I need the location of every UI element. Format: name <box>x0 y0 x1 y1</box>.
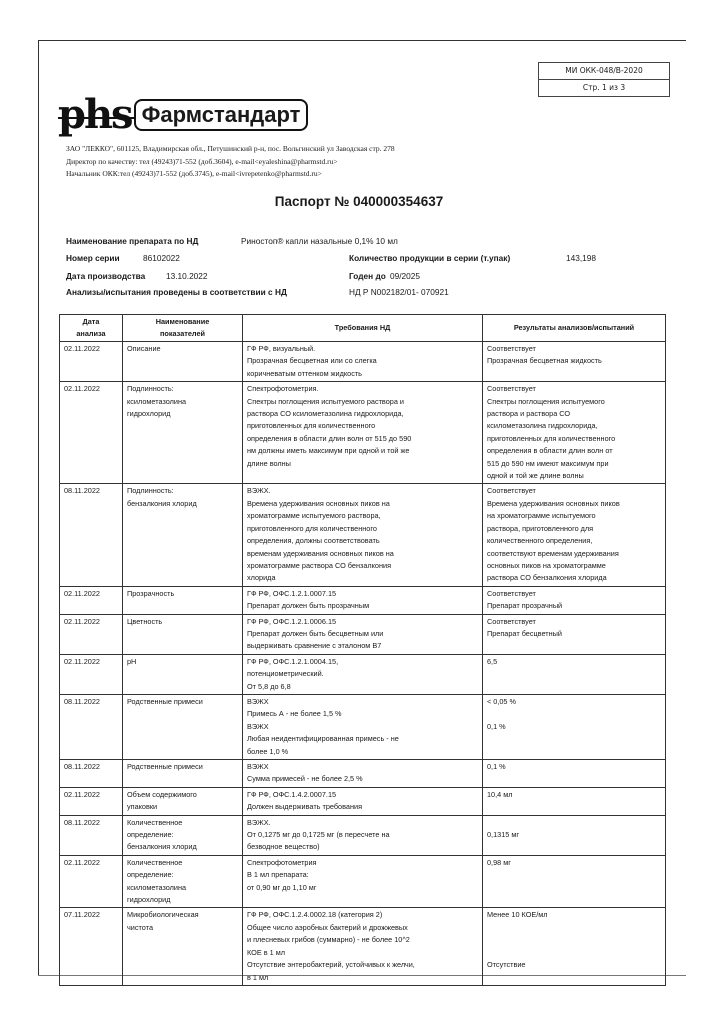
cell-result <box>483 614 666 654</box>
cell-result-line: 0,1 % <box>487 762 506 771</box>
logo-mark: phs <box>58 91 132 138</box>
cell-requirement <box>243 815 483 855</box>
cell-indicator-line: гидрохлорид <box>127 895 171 905</box>
cell-result-line <box>487 817 661 829</box>
expiry-value: 09/2025 <box>390 271 420 281</box>
cell-requirement-line: ГФ РФ, ОФС.1.2.4.0002.18 (категория 2) <box>247 910 383 920</box>
qc-head-line: Начальник ОКК:тел (49243)71-552 (доб.3745), e-mail<ivrepetenko@pharmstd.ru> <box>66 169 322 178</box>
cell-requirement <box>243 382 483 484</box>
cell-indicator-line: Объем содержимого <box>127 789 197 799</box>
cell-result-line: Препарат прозрачный <box>487 601 563 611</box>
cell-requirement <box>243 908 483 985</box>
cell-result-line <box>487 947 661 959</box>
table-row <box>60 855 666 908</box>
cell-result-line <box>487 934 661 946</box>
cell-requirement-line: Спектрофотометрия <box>247 857 317 867</box>
cell-result-line: Прозрачная бесцветная жидкость <box>487 356 602 366</box>
cell-date: 07.11.2022 <box>60 908 123 985</box>
cell-result <box>483 908 666 985</box>
cell-requirement-line: В 1 мл препарата: <box>247 870 309 880</box>
cell-indicator-line: Подлинность: <box>127 384 174 394</box>
series-label: Номер серии <box>66 253 120 263</box>
cell-indicator-line: Описание <box>127 344 161 353</box>
cell-requirement-line: Сумма примесей - не более 2,5 % <box>247 774 363 784</box>
cell-result <box>483 342 666 382</box>
cell-indicator-line: ксилометазолина <box>127 396 187 406</box>
cell-requirement-line: определения, должны соответствовать <box>247 536 380 546</box>
cell-requirement-line: Прозрачная бесцветная или со слегка <box>247 356 377 366</box>
table-row <box>60 760 666 788</box>
product-label: Наименование препарата по НД <box>66 236 199 246</box>
cell-requirement <box>243 654 483 694</box>
company-logo <box>58 93 308 137</box>
cell-result-line: определения в области длин волн от <box>487 446 613 456</box>
cell-result-line: основных пиков на хроматограмме <box>487 560 606 570</box>
page-frame-left <box>38 40 39 975</box>
analysis-basis-value: НД Р N002182/01- 070921 <box>349 287 449 297</box>
table-row <box>60 787 666 815</box>
analysis-basis-label: Анализы/испытания проведены в соответствии с НД <box>66 287 287 297</box>
cell-indicator <box>123 855 243 908</box>
cell-result-line: 10,4 мл <box>487 789 513 799</box>
cell-requirement-line: От 0,1275 мг до 0,1725 мг (в пересчете на <box>247 830 390 840</box>
cell-requirement <box>243 760 483 788</box>
cell-requirement-line: нм должны иметь максимум при одной и той же <box>247 446 410 456</box>
manufacture-date-label: Дата производства <box>66 271 146 281</box>
product-value: Риностоп® капли назальные 0,1% 10 мл <box>241 236 398 246</box>
cell-date: 02.11.2022 <box>60 654 123 694</box>
cell-requirement <box>243 855 483 908</box>
cell-requirement-line: Примесь А - не более 1,5 % <box>247 709 342 719</box>
cell-indicator <box>123 908 243 985</box>
cell-indicator <box>123 586 243 614</box>
cell-requirement-line: Отсутствие энтеробактерий, устойчивых к желчи, <box>247 960 415 970</box>
address-line: ЗАО "ЛЕККО", 601125, Владимирская обл., Петушинский р-н, пос. Вольгинский ул Заводская стр. 278 <box>66 144 395 153</box>
expiry-label: Годен до <box>349 271 386 281</box>
cell-date: 02.11.2022 <box>60 855 123 908</box>
cell-result <box>483 484 666 586</box>
cell-requirement-line: в 1 мл <box>247 972 269 982</box>
cell-result-line: раствора, приготовленного для <box>487 523 594 533</box>
cell-result-line: количественного определения, <box>487 536 593 546</box>
cell-requirement-line: и плесневых грибов (суммарно) - не более 10^2 <box>247 935 410 945</box>
cell-result-line <box>487 708 661 720</box>
cell-date: 02.11.2022 <box>60 382 123 484</box>
cell-requirement-line: От 5,8 до 6,8 <box>247 681 291 691</box>
table-row <box>60 694 666 759</box>
cell-result <box>483 654 666 694</box>
cell-result-line: ксилометазолина гидрохлорида, <box>487 421 598 431</box>
cell-indicator-line: Цветность <box>127 616 163 626</box>
company-address <box>66 143 395 181</box>
cell-indicator <box>123 484 243 586</box>
cell-indicator-line: Родственные примеси <box>127 696 203 706</box>
cell-requirement-line: ГФ РФ, визуальный. <box>247 344 316 353</box>
cell-indicator-line: pH <box>127 656 137 666</box>
page-number: Стр. 1 из 3 <box>539 79 669 96</box>
cell-indicator-line: Количественное <box>127 857 183 867</box>
cell-date: 02.11.2022 <box>60 787 123 815</box>
cell-requirement-line: безводное вещество) <box>247 842 320 852</box>
cell-indicator <box>123 382 243 484</box>
cell-indicator <box>123 760 243 788</box>
cell-result-line: Соответствует <box>487 384 536 394</box>
cell-requirement-line: приготовленного для количественного <box>247 523 377 533</box>
cell-result <box>483 586 666 614</box>
cell-result-line: Препарат бесцветный <box>487 628 562 638</box>
cell-requirement-line: Спектры поглощения испытуемого раствора и <box>247 396 405 406</box>
cell-indicator-line: Количественное <box>127 817 183 827</box>
cell-requirement-line: потенциометрический. <box>247 669 324 679</box>
table-row <box>60 484 666 586</box>
cell-requirement-line: временам удерживания основных пиков на <box>247 548 394 558</box>
cell-result-line: 0,1315 мг <box>487 830 520 840</box>
cell-result-line: Спектры поглощения испытуемого <box>487 396 605 406</box>
cell-indicator <box>123 342 243 382</box>
header-results: Результаты анализов/испытаний <box>483 315 666 342</box>
cell-requirement-line: ВЭЖХ <box>247 696 269 706</box>
manufacture-date-value: 13.10.2022 <box>166 271 208 281</box>
cell-requirement-line: ВЭЖХ. <box>247 817 271 827</box>
cell-requirement-line: ГФ РФ, ОФС.1.2.1.0007.15 <box>247 588 337 598</box>
cell-requirement-line: ВЭЖХ. <box>247 486 271 496</box>
document-code: МИ ОКК-048/В-2020 <box>565 66 643 75</box>
document-code-box <box>538 62 670 97</box>
cell-indicator-line: бензалкония хлорид <box>127 842 197 852</box>
quantity-label: Количество продукции в серии (т.упак) <box>349 253 511 263</box>
cell-date: 08.11.2022 <box>60 815 123 855</box>
header-requirements: Требования НД <box>243 315 483 342</box>
cell-requirement <box>243 787 483 815</box>
table-row <box>60 382 666 484</box>
header-date: Дата анализа <box>60 315 123 342</box>
cell-result <box>483 787 666 815</box>
cell-requirement <box>243 694 483 759</box>
table-row <box>60 908 666 985</box>
cell-indicator <box>123 654 243 694</box>
cell-requirement-line: Любая неидентифицированная примесь - не <box>247 734 399 744</box>
quantity-value: 143,198 <box>566 253 596 263</box>
cell-requirement-line: Должен выдерживать требования <box>247 802 363 812</box>
cell-result <box>483 760 666 788</box>
cell-result-line: Соответствует <box>487 486 536 496</box>
cell-result-line: 0,1 % <box>487 721 506 731</box>
cell-requirement-line: выдерживать сравнение с эталоном В7 <box>247 641 382 651</box>
cell-result-line: одной и той же длине волны <box>487 471 584 481</box>
cell-indicator <box>123 787 243 815</box>
cell-date: 08.11.2022 <box>60 694 123 759</box>
cell-date: 02.11.2022 <box>60 586 123 614</box>
series-value: 86102022 <box>143 253 180 263</box>
analysis-table <box>59 314 666 986</box>
cell-requirement-line: ГФ РФ, ОФС.1.2.1.0006.15 <box>247 616 337 626</box>
cell-requirement-line: хлорида <box>247 573 276 583</box>
quality-director-line: Директор по качеству: тел (49243)71-552 (доб.3604), e-mail<eyaleshina@pharmstd.ru> <box>66 156 338 166</box>
cell-indicator-line: бензалкония хлорид <box>127 498 197 508</box>
passport-title: Паспорт № 040000354637 <box>274 194 444 209</box>
logo-name: Фармстандарт <box>134 99 309 131</box>
cell-requirement-line: определения в области длин волн от 515 до 590 <box>247 433 412 443</box>
cell-requirement-line: Времена удерживания основных пиков на <box>247 498 390 508</box>
cell-indicator-line: чистота <box>127 922 154 932</box>
cell-requirement-line: раствора СО ксилометазолина гидрохлорида, <box>247 409 404 419</box>
cell-result-line: соответствуют временам удерживания <box>487 548 619 558</box>
cell-result-line <box>487 922 661 934</box>
cell-requirement-line: КОЕ в 1 мл <box>247 947 286 957</box>
cell-result-line: 0,98 мг <box>487 857 511 867</box>
cell-requirement-line: ВЭЖХ <box>247 721 269 731</box>
cell-date: 02.11.2022 <box>60 342 123 382</box>
cell-result-line: 515 до 590 нм имеют максимум при <box>487 458 609 468</box>
cell-requirement-line: хроматограмме испытуемого раствора, <box>247 511 381 521</box>
table-row <box>60 586 666 614</box>
cell-requirement-line: длине волны <box>247 458 291 468</box>
cell-requirement <box>243 614 483 654</box>
cell-requirement <box>243 586 483 614</box>
cell-indicator-line: определение: <box>127 830 174 840</box>
table-row <box>60 614 666 654</box>
cell-result-line: Менее 10 КОЕ/мл <box>487 910 548 920</box>
cell-date: 02.11.2022 <box>60 614 123 654</box>
cell-indicator <box>123 614 243 654</box>
cell-date: 08.11.2022 <box>60 484 123 586</box>
cell-requirement-line: хроматограмме раствора СО бензалкония <box>247 560 392 570</box>
cell-result-line: Времена удерживания основных пиков <box>487 498 620 508</box>
cell-result-line: Соответствует <box>487 588 536 598</box>
cell-requirement-line: Препарат должен быть бесцветным или <box>247 628 384 638</box>
cell-requirement-line: более 1,0 % <box>247 746 289 756</box>
cell-result <box>483 855 666 908</box>
cell-indicator-line: ксилометазолина <box>127 882 187 892</box>
cell-requirement-line: Препарат должен быть прозрачным <box>247 601 370 611</box>
cell-requirement <box>243 342 483 382</box>
cell-result-line: раствора СО бензалкония хлорида <box>487 573 607 583</box>
cell-requirement-line: ГФ РФ, ОФС.1.4.2.0007.15 <box>247 789 337 799</box>
cell-requirement-line: коричневатым оттенком жидкость <box>247 368 362 378</box>
cell-indicator-line: Прозрачность <box>127 588 175 598</box>
cell-result <box>483 382 666 484</box>
cell-requirement-line: от 0,90 мг до 1,10 мг <box>247 882 317 892</box>
cell-requirement-line: приготовленных для количественного <box>247 421 376 431</box>
cell-result-line: раствора и раствора СО <box>487 409 571 419</box>
cell-result-line: < 0,05 % <box>487 696 517 706</box>
cell-requirement-line: ВЭЖХ <box>247 762 269 771</box>
cell-indicator-line: Родственные примеси <box>127 762 203 771</box>
cell-result-line: Соответствует <box>487 616 536 626</box>
cell-result-line: Отсутствие <box>487 960 526 970</box>
cell-indicator <box>123 694 243 759</box>
header-indicator: Наименование показателей <box>123 315 243 342</box>
table-row <box>60 815 666 855</box>
cell-indicator-line: гидрохлорид <box>127 409 171 419</box>
cell-indicator-line: Подлинность: <box>127 486 174 496</box>
cell-requirement-line: Спектрофотометрия. <box>247 384 319 394</box>
cell-requirement-line: ГФ РФ, ОФС.1.2.1.0004.15, <box>247 656 339 666</box>
table-header-row <box>60 315 666 342</box>
cell-result-line: на хроматограмме испытуемого <box>487 511 596 521</box>
cell-requirement <box>243 484 483 586</box>
table-row <box>60 654 666 694</box>
cell-result <box>483 815 666 855</box>
cell-indicator-line: определение: <box>127 870 174 880</box>
cell-indicator <box>123 815 243 855</box>
cell-indicator-line: упаковки <box>127 802 158 812</box>
cell-result-line: приготовленных для количественного <box>487 433 616 443</box>
cell-indicator-line: Микробиологическая <box>127 910 199 920</box>
table-row <box>60 342 666 382</box>
cell-date: 08.11.2022 <box>60 760 123 788</box>
cell-requirement-line: Общее число аэробных бактерий и дрожжевых <box>247 922 408 932</box>
page-frame-top <box>38 40 686 41</box>
cell-result <box>483 694 666 759</box>
cell-result-line: 6,5 <box>487 656 498 666</box>
cell-result-line: Соответствует <box>487 344 536 353</box>
